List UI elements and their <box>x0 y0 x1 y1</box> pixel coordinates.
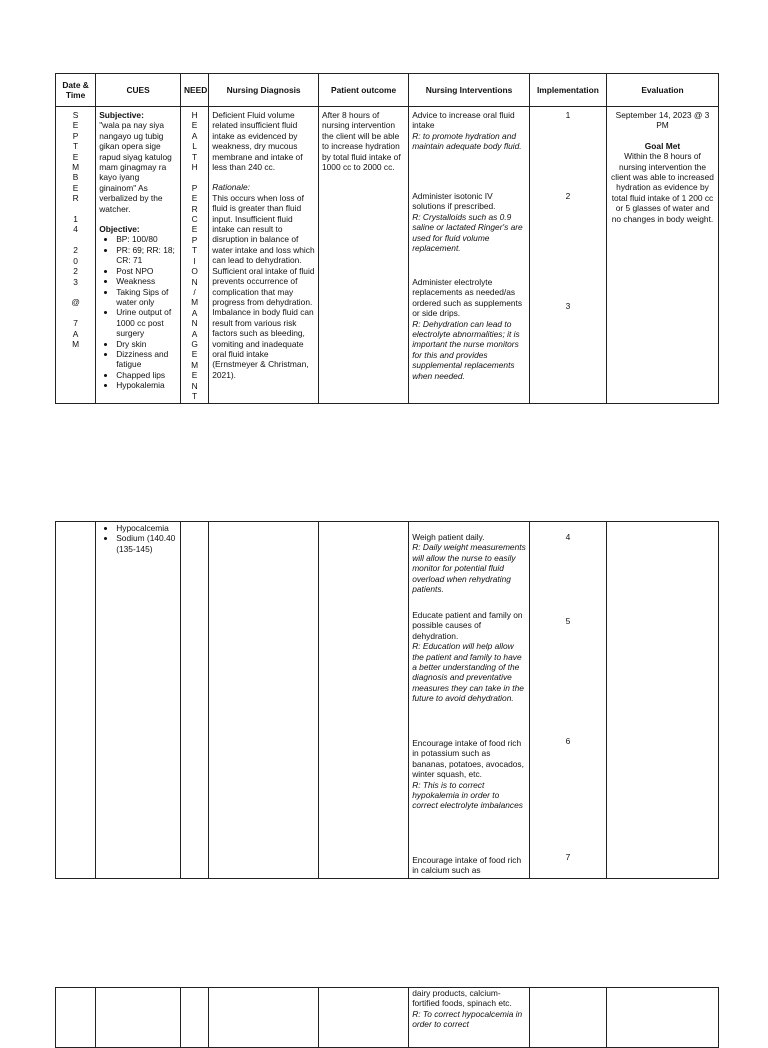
evaluation-cell <box>606 988 718 1048</box>
date-time-cell <box>56 522 96 879</box>
header-evaluation: Evaluation <box>606 74 718 107</box>
intervention-5 <box>412 610 526 738</box>
list-item: • Dizziness and fatigue <box>116 349 177 370</box>
care-plan-table-page-2 <box>55 521 719 879</box>
implementation-number: 5 <box>565 616 571 626</box>
header-date-time: Date & Time <box>56 74 96 107</box>
date-time-cell <box>56 988 96 1048</box>
intervention-rationale: R: To correct hypocalcemia in order to correct <box>412 1008 523 1030</box>
list-item: • Post NPO <box>116 266 177 276</box>
subjective-text: "wala pa nay siya nangayo ug tubig gikan opera sige rapud siyag katulog mam ginagmay ra kayo iyang ginainom" As verbalized by the watcher. <box>99 120 172 214</box>
nursing-diagnosis-cell <box>209 522 319 879</box>
list-item: • BP: 100/80 <box>116 234 177 244</box>
objective-label: Objective: <box>99 224 140 235</box>
implementation-number: 4 <box>565 532 571 542</box>
evaluation-date: September 14, 2023 @ 3 PM <box>615 110 710 131</box>
implementation-number: 3 <box>565 301 571 311</box>
list-item: • Taking Sips of water only <box>116 287 177 308</box>
evaluation-text: Within the 8 hours of nursing intervention the client was able to increased hydration as evidence by total fluid intake of 1 200 cc or 5 glasses of water and no changes in body weight. <box>611 151 714 224</box>
patient-outcome-cell <box>318 522 408 879</box>
cues-list <box>99 523 177 554</box>
intervention-rationale: R: This is to correct hypokalemia in order to correct electrolyte imbalances <box>412 779 523 811</box>
objective-list <box>99 234 177 390</box>
implementation-number: 7 <box>565 852 571 862</box>
intervention-text: Encourage intake of food rich in calcium such as <box>412 855 522 876</box>
intervention-1 <box>412 110 526 191</box>
header-nursing-diagnosis: Nursing Diagnosis <box>209 74 319 107</box>
header-cues: CUES <box>96 74 181 107</box>
nursing-interventions-cell <box>409 988 530 1048</box>
implementation-cell <box>529 522 606 879</box>
header-nursing-interventions: Nursing Interventions <box>409 74 530 107</box>
header-patient-outcome: Patient outcome <box>318 74 408 107</box>
patient-outcome-cell <box>318 988 408 1048</box>
header-row <box>56 74 719 107</box>
rationale-label: Rationale: <box>212 182 250 193</box>
list-item: • Hypokalemia <box>116 380 177 390</box>
intervention-text: Administer electrolyte replacements as needed/as ordered such as supplements or side drips. <box>412 277 523 319</box>
intervention-4 <box>412 532 526 610</box>
header-need: NEED <box>180 74 208 107</box>
list-item: • Chapped lips <box>116 370 177 380</box>
intervention-rationale: R: to promote hydration and maintain adequate body fluid. <box>412 130 522 152</box>
patient-outcome-cell: After 8 hours of nursing intervention the client will be able to increase hydration by total fluid intake of 1000 cc to 2000 cc. <box>318 107 408 404</box>
list-item: • Weakness <box>116 276 177 286</box>
list-item: • Urine output of 1000 cc post surgery <box>116 307 177 338</box>
intervention-rationale: R: Education will help allow the patient and family to have a better understanding of the diagnosis and preventative measures they can take in the future to avoid dehydration. <box>412 641 524 704</box>
intervention-6 <box>412 738 526 855</box>
need-cell: H E A L T H P E R C E P T I O N / M A N A G E M E N T <box>180 107 208 404</box>
intervention-text: Encourage intake of food rich in potassium such as bananas, potatoes, avocados, winter squash, etc. <box>412 738 524 780</box>
intervention-2 <box>412 191 526 277</box>
subjective-label: Subjective: <box>99 110 144 120</box>
list-item: • Sodium (140.40 (135-145) <box>116 533 177 554</box>
evaluation-cell <box>606 522 718 879</box>
intervention-rationale: R: Crystalloids such as 0.9 saline or lactated Ringer's are used for fluid volume replacement. <box>412 211 523 254</box>
diagnosis-text: Deficient Fluid volume related insufficient fluid intake as evidenced by weakness, dry mucous membrane and intake of less than 240 cc. <box>212 110 303 173</box>
implementation-number: 1 <box>565 110 571 120</box>
implementation-cell <box>529 988 606 1048</box>
intervention-rationale: R: Dehydration can lead to electrolyte abnormalities; it is important the nurse monitors for this and provides supplemental replacements when needed. <box>412 318 520 381</box>
care-plan-row <box>56 107 719 404</box>
care-plan-row <box>56 988 719 1048</box>
nursing-diagnosis-cell <box>209 107 319 404</box>
intervention-text: Administer isotonic IV solutions if prescribed. <box>412 191 496 212</box>
evaluation-cell <box>606 107 718 404</box>
list-item: • Hypocalcemia <box>116 523 177 533</box>
rationale-text: This occurs when loss of fluid is greater than fluid input. Insufficient fluid intake can result to disruption in balance of water intake and loss which can lead to dehydration. Sufficient oral intake of fluid prevents occurrence of complication that may progress from dehydration. Imbalance in body fluid can result from various risk factors such as bleeding, vomiting and inadequate oral fluid intake (Ernstmeyer & Christman, 2021). <box>212 192 315 380</box>
intervention-text: Weigh patient daily. <box>412 532 485 542</box>
nursing-interventions-cell <box>409 522 530 879</box>
cues-cell <box>96 522 181 879</box>
implementation-cell <box>529 107 606 404</box>
list-item: • Dry skin <box>116 339 177 349</box>
cues-cell <box>96 107 181 404</box>
care-plan-table-page-1 <box>55 73 719 404</box>
intervention-text: Advice to increase oral fluid intake <box>412 110 515 131</box>
care-plan-table-page-3 <box>55 987 719 1048</box>
intervention-text: Educate patient and family on possible causes of dehydration. <box>412 610 523 641</box>
implementation-number: 6 <box>565 736 571 746</box>
intervention-text: dairy products, calcium-fortified foods, spinach etc. <box>412 988 512 1009</box>
care-plan-row <box>56 522 719 879</box>
list-item: • PR: 69; RR: 18; CR: 71 <box>116 245 177 266</box>
header-implementation: Implementation <box>529 74 606 107</box>
need-cell <box>180 522 208 879</box>
need-cell <box>180 988 208 1048</box>
date-time-cell: S E P T E M B E R 1 4 2 0 2 3 @ 7 A M <box>56 107 96 404</box>
implementation-number: 2 <box>565 191 571 201</box>
nursing-interventions-cell <box>409 107 530 404</box>
intervention-rationale: R: Daily weight measurements will allow the nurse to easily monitor for potential fluid overload when rehydrating patients. <box>412 542 526 595</box>
nursing-diagnosis-cell <box>209 988 319 1048</box>
goal-status: Goal Met <box>644 140 681 151</box>
cues-cell <box>96 988 181 1048</box>
intervention-3 <box>412 277 526 381</box>
intervention-7 <box>412 855 526 876</box>
